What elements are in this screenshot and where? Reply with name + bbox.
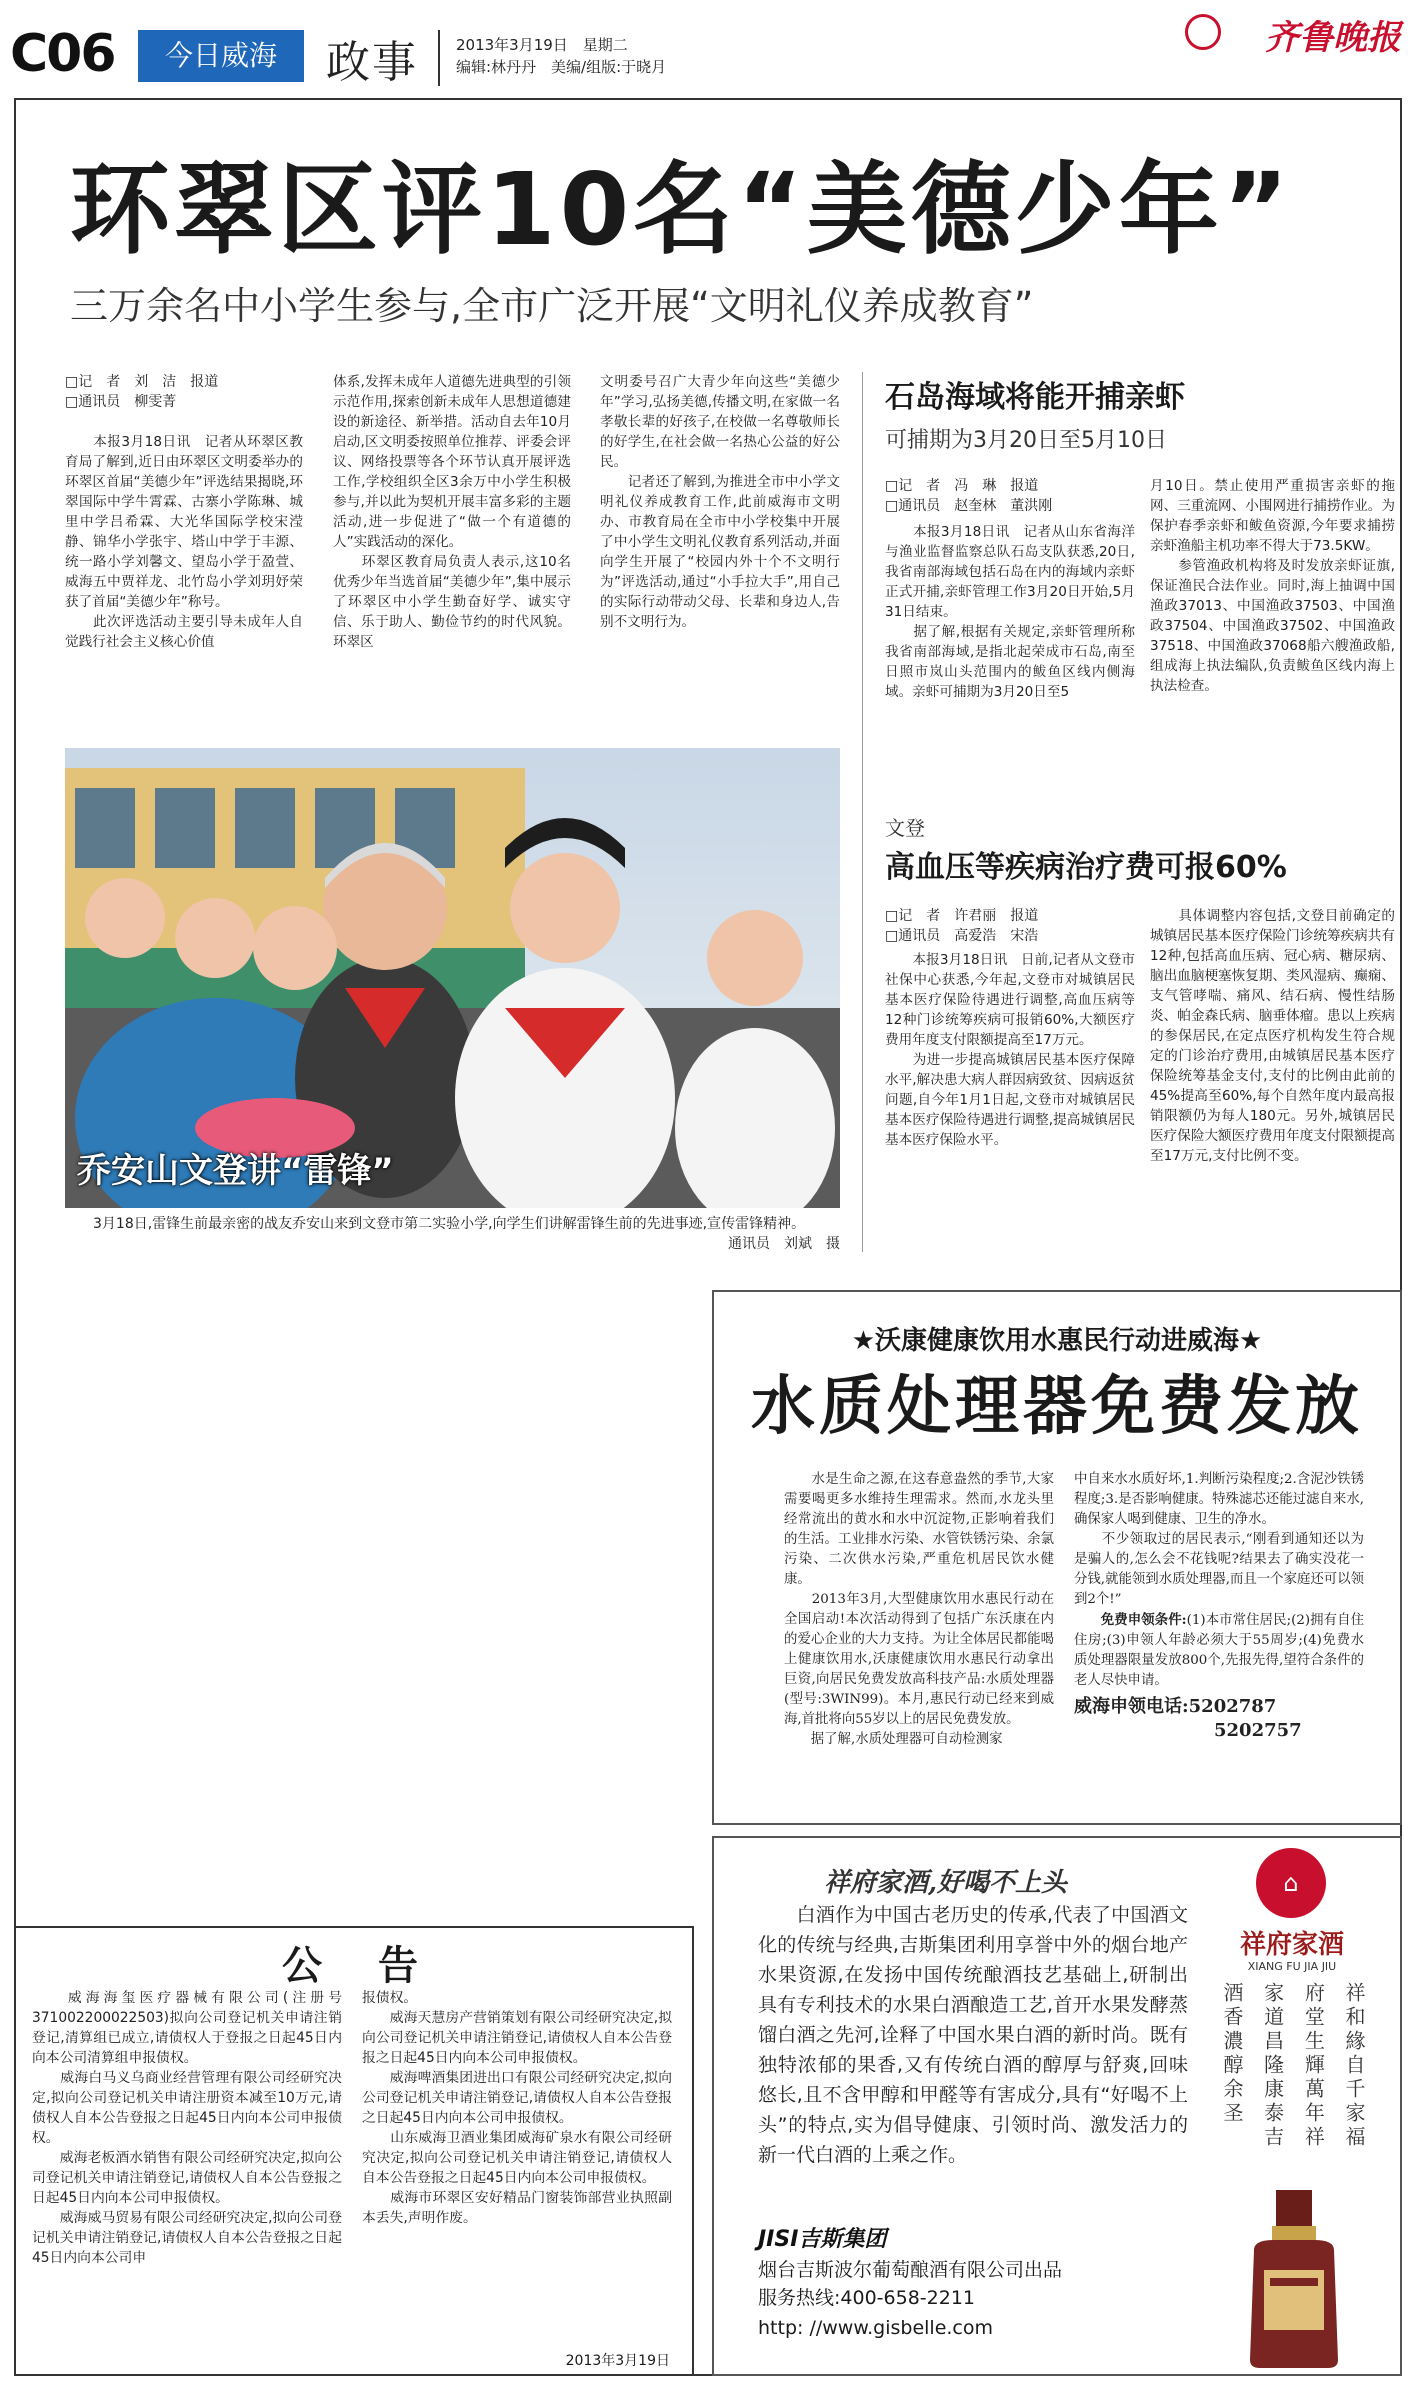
news-photo [65,748,840,1208]
notice-col-2: 报债权。 威海天慧房产营销策划有限公司经研究决定,拟向公司登记机关申请注销登记,请债权人自本公告登报之日起45日内向本公司申报债权。 威海啤酒集团进出口有限公司经研究决定,拟向公司登记机关申请注销登记,请债权人自本公告登报之日起45日内向本公司申报债权。 山东威海卫酒业集团威海矿泉水有限公司经研究决定,拟向公司登记机关申请注销登记,请债权人自本公告登报之日起45日内向本公司申报债权。 威海市环翠区安好精品门窗装饰部营业执照副本丢失,声明作废。 [362,1990,672,2226]
lead-col-2: 体系,发挥未成年人道德先进典型的引领示范作用,探索创新未成年人思想道德建设的新途径、新举措。活动自去年10月启动,区文明委按照单位推荐、评委会评议、网络投票等各个环节认真开展评选工作,学校组织全区3余万中小学生积极参与,并以此为契机开展丰富多彩的主题活动,进一步促进了“做一个有道德的人”实践活动的深化。 环翠区教育局负责人表示,这10名优秀少年当选首届“美德少年”,集中展示了环翠区中小学生勤奋好学、诚实守信、乐于助人、勤俭节约的时代风貌。环翠区 [333,374,571,650]
photo-credit: 通讯员 刘斌 摄 [728,1236,840,1252]
jisi-group-logo: JISI吉斯集团 [758,2227,887,2252]
water-ad-phone [1074,1695,1364,1743]
channel-tag: 今日威海 [138,30,304,82]
health-byline-reporter: □记 者 许君丽 报道 [885,908,1039,924]
wine-ad-slogan: 祥府家酒,好喝不上头 [824,1868,1068,1898]
shrimp-headline: 石岛海域将能开捕亲虾 [885,380,1185,415]
water-ad-conditions-label: 免费申领条件: [1100,1612,1187,1628]
wine-brand-name: 祥府家酒 [1239,1930,1344,1960]
shrimp-col-2: 月10日。禁止使用严重损害亲虾的拖网、三重流网、小围网进行捕捞作业。为保护春季亲虾和鲅鱼资源,今年要求捕捞亲虾渔船主机功率不得大于73.5KW。 参管渔政机构将及时发放亲虾证旗,保证渔民合法作业。同时,海上抽调中国渔政37013、中国渔政37503、中国渔政37504、中国渔政37502、中国渔政37518、中国渔政37068船六艘渔政船,组成海上执法编队,负责鲅鱼区线内海上执法检查。 [1150,478,1395,694]
wine-seal-icon: ⌂ [1256,1848,1326,1918]
page-code: C06 [10,24,115,84]
news-photo-image [65,748,840,1208]
header-divider [438,30,440,86]
shrimp-byline [885,476,1155,516]
shrimp-subheadline: 可捕期为3月20日至5月10日 [885,428,1167,453]
issue-date: 2013年3月19日 星期二 [456,36,628,54]
wine-poem-col-3: 家道昌隆康泰吉 [1260,1982,1285,2150]
photo-title: 乔安山文登讲“雷锋” [77,1151,394,1191]
health-headline: 高血压等疾病治疗费可报60% [885,850,1287,885]
lead-col-1: 本报3月18日讯 记者从环翠区教育局了解到,近日由环翠区文明委举办的环翠区首届“美德少年”评选结果揭晓,环翠国际中学牛霄霖、古寨小学陈琳、城里中学吕希霖、大光华国际学校宋滢静、锦华小学张宇、塔山中学于丰源、统一路小学刘馨文、望岛小学于盈萱、威海五中贾祥龙、北竹岛小学刘玥妤荣获了首届“美德少年”称号。 此次评选活动主要引导未成年人自觉践行社会主义核心价值 [65,434,303,650]
water-ad-phone-1[interactable]: 5202787 [1188,1696,1277,1717]
section-title: 政事 [326,37,418,88]
column-divider [862,372,863,1252]
lead-headline: 环翠区评10名“美德少年” [70,151,1293,268]
page-header [0,0,1417,98]
notice-title: 公 告 [282,1943,426,1989]
water-ad-phone-label: 威海申领电话: [1074,1696,1189,1717]
newspaper-logo: 齐鲁晚报 [1265,18,1401,58]
water-ad-phone-2[interactable]: 5202757 [1214,1720,1302,1741]
notice-box [14,1926,694,2376]
water-ad-conditions-text: (1)本市常住居民;(2)拥有自住住房;(3)申领人年龄必须大于55周岁;(4)免费水质处理器限量发放800个,先报先得,望符合条件的老人尽快申请。 [1074,1613,1364,1688]
shrimp-col-1: 本报3月18日讯 记者从山东省海洋与渔业监督监察总队石岛支队获悉,20日,我省南部海域包括石岛在内的海域内亲虾正式开捕,亲虾管理工作3月20日开始,5月31日结束。 据了解,根据有关规定,亲虾管理所称我省南部海域,是指北起荣成市石岛,南至日照市岚山头范围内的鲅鱼区线内侧海域。亲虾可捕期为3月20日至5 [885,524,1135,700]
wine-bottle-image [1224,2190,1364,2370]
wine-poem [1218,1982,1368,2182]
health-byline [885,906,1155,946]
wine-ad [712,1836,1402,2376]
lead-subheadline: 三万余名中小学生参与,全市广泛开展“文明礼仪养成教育” [70,284,1034,328]
notice-col-1: 威海海玺医疗器械有限公司(注册号371002200022503)拟向公司登记机关申请注销登记,清算组已成立,请债权人于登报之日起45日内向本公司清算组申报债权。 威海白马义乌商业经营管理有限公司经研究决定,拟向公司登记机关申请注册资本减至10万元,请债权人自本公告登报之日起45日内向本公司申报债权。 威海老板酒水销售有限公司经研究决定,拟向公司登记机关申请注销登记,请债权人自本公告登报之日起45日内向本公司申报债权。 威海威马贸易有限公司经研究决定,拟向公司登记机关申请注销登记,请债权人自本公告登报之日起45日内向本公司申 [32,1990,342,2266]
wine-brand-pinyin: XIANG FU JIA JIU [1247,1960,1337,1973]
water-ad-col-1: 水是生命之源,在这春意盎然的季节,大家需要喝更多水维持生理需求。然而,水龙头里经常流出的黄水和水中沉淀物,正影响着我们的生活。工业排水污染、水管铁锈污染、余氯污染、二次供水污染,严重危机居民饮水健康。 2013年3月,大型健康饮用水惠民行动在全国启动!本次活动得到了包括广东沃康在内的爱心企业的大力支持。为让全体居民都能喝上健康饮用水,沃康健康饮用水惠民行动拿出巨资,向居民免费发放高科技产品:水质处理器(型号:3WIN99)。本月,惠民行动已经来到威海,首批将向55岁以上的居民免费发放。 据了解,水质处理器可自动检测家 [784,1472,1054,1747]
wine-poem-col-4: 酒香濃醇余圣 [1220,1982,1244,2126]
water-ad-col-2 [1074,1470,1364,1806]
issue-info [456,34,666,78]
shrimp-byline-correspondent: □通讯员 赵奎林 董洪刚 [885,498,1053,514]
water-ad-conditions [1074,1610,1364,1691]
water-ad-col-2-text: 中自来水水质好坏,1.判断污染程度;2.含泥沙铁锈程度;3.是否影响健康。特殊滤芯还能过滤自来水,确保家人喝到健康、卫生的净水。 不少领取过的居民表示,“刚看到通知还以为是骗人的,怎么会不花钱呢?结果去了确实没花一分钱,就能领到水质处理器,而且一个家庭还可以领到2个!” [1074,1472,1364,1607]
wine-hotline[interactable]: 服务热线:400-658-2211 [758,2287,975,2309]
lead-byline-correspondent: □通讯员 柳雯菁 [65,394,177,410]
shrimp-byline-reporter: □记 者 冯 琳 报道 [885,478,1039,494]
wine-ad-body: 白酒作为中国古老历史的传承,代表了中国酒文化的传统与经典,吉斯集团利用享誉中外的烟台地产水果资源,在发扬中国传统酿酒技艺基础上,研制出具有专利技术的水果白酒酿造工艺,首开水果发酵蒸馏白酒之先河,诠释了中国水果白酒的新时尚。既有独特浓郁的果香,又有传统白酒的醇厚与舒爽,回味悠长,且不含甲醇和甲醛等有害成分,具有“好喝不上头”的特点,实为倡导健康、引领时尚、激发活力的新一代白酒的上乘之作。 [758,1904,1188,2166]
wine-maker: 烟台吉斯波尔葡萄酿酒有限公司出品 [758,2259,1063,2281]
wine-poem-col-1: 祥和緣自千家福 [1341,1982,1366,2150]
photo-caption: 3月18日,雷锋生前最亲密的战友乔安山来到文登市第二实验小学,向学生们讲解雷锋生前的先进事迹,宣传雷锋精神。 [65,1216,806,1232]
issue-editors: 编辑:林丹丹 美编/组版:于晓月 [456,58,667,76]
lead-byline [65,372,285,412]
newspaper-logo-icon [1185,14,1221,50]
water-ad-headline: 水质处理器免费发放 [751,1370,1363,1444]
health-byline-correspondent: □通讯员 高爱浩 宋浩 [885,928,1039,944]
health-place: 文登 [885,816,925,840]
health-col-2: 具体调整内容包括,文登目前确定的城镇居民基本医疗保险门诊统筹疾病共有12种,包括高血压病、冠心病、糖尿病、脑出血脑梗塞恢复期、类风湿病、癫痫、支气管哮喘、痛风、结石病、慢性结肠炎、帕金森氏病、脑垂体瘤。患以上疾病的参保居民,在定点医疗机构发生符合规定的门诊治疗费用,由城镇居民基本医疗保险统筹基金支付,支付的比例由此前的45%提高至60%,每个自然年度内最高报销限额仍为每人180元。另外,城镇居民医疗保险大额医疗费用年度支付限额提高至17万元,支付比例不变。 [1150,908,1395,1164]
lead-col-3: 文明委号召广大青少年向这些“美德少年”学习,弘扬美德,传播文明,在家做一名孝敬长辈的好孩子,在校做一名尊敬师长的好学生,在社会做一名热心公益的好公民。 记者还了解到,为推进全市中小学文明礼仪养成教育工作,此前威海市文明办、市教育局在全市中小学校集中开展了中小学生文明礼仪教育系列活动,并面向学生开展了“校园内外十个不文明行为”评选活动,通过“小手拉大手”,用自己的实际行动带动父母、长辈和身边人,告别不文明行为。 [600,374,840,630]
notice-date: 2013年3月19日 [565,2353,670,2369]
health-col-1: 本报3月18日讯 日前,记者从文登市社保中心获悉,今年起,文登市对城镇居民基本医疗保险待遇进行调整,高血压病等12种门诊统筹疾病可报销60%,大额医疗费用年度支付限额提高至17万元。 为进一步提高城镇居民基本医疗保障水平,解决患大病人群因病致贫、因病返贫问题,自今年1月1日起,文登市对城镇居民基本医疗保险待遇进行调整,提高城镇居民基本医疗保险水平。 [885,952,1135,1148]
wine-url[interactable]: http: //www.gisbelle.com [758,2317,994,2339]
wine-poem-col-2: 府堂生輝萬年祥 [1301,1982,1326,2150]
photo-caption-block [65,1214,840,1252]
lead-byline-reporter: □记 者 刘 洁 报道 [65,374,219,390]
water-ad-kicker: ★沃康健康饮用水惠民行动进威海★ [851,1326,1263,1356]
water-ad [712,1290,1402,1825]
